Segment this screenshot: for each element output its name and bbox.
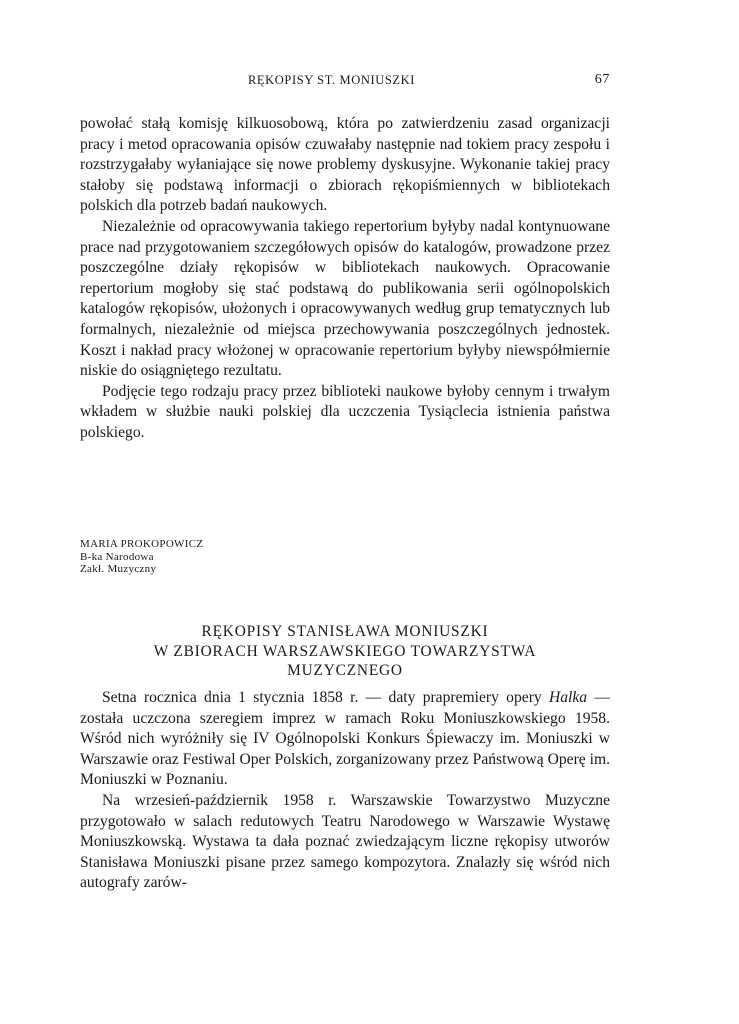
article-2-title-line-1: RĘKOPISY STANISŁAWA MONIUSZKI — [201, 623, 489, 640]
article-2-title-line-3: MUZYCZNEGO — [287, 662, 403, 679]
article-1-text — [80, 114, 610, 444]
article-1-paragraph-2: Niezależnie od opracowywania takiego repertorium byłyby nadal kontynuowane prace nad przygotowaniem szczegółowych opisów do katalogów, prowadzone przez poszczególne działy rękopisów w bibliotekach naukowych. Opracowanie repertorium mogłoby się stać podstawą do publikowania serii ogólnopolskich katalogów rękopisów, ułożonych i opracowywanych według grup tematycznych lub formalnych, niezależnie od miejsca przechowywania poszczególnych jednostek. Koszt i nakład pracy włożonej w opracowanie repertorium byłyby niewspółmiernie niskie do osiągniętego rezultatu. — [80, 217, 610, 380]
author-name: MARIA PROKOPOWICZ — [80, 538, 204, 550]
author-department: Zakł. Muzyczny — [80, 563, 157, 575]
article-1-paragraph-3: Podjęcie tego rodzaju pracy przez biblioteki naukowe byłoby cennym i trwałym wkładem w służbie nauki polskiej dla uczczenia Tysiąclecia istnienia państwa polskiego. — [80, 382, 610, 441]
article-1-paragraph-1: powołać stałą komisję kilkuosobową, która po zatwierdzeniu zasad organizacji pracy i metod opracowania opisów czuwałaby następnie nad tokiem pracy zespołu i rozstrzygałaby wyłaniające się nowe problemy dyskusyjne. Wykonanie takiej pracy stałoby się podstawą informacji o zbiorach rękopiśmiennych w bibliotekach polskich dla potrzeb badań naukowych. — [80, 115, 610, 215]
article-2-title — [80, 622, 610, 681]
page-number: 67 — [594, 72, 610, 87]
article-2-title-line-2: W ZBIORACH WARSZAWSKIEGO TOWARZYSTWA — [153, 642, 537, 660]
article-2-paragraph-1 — [80, 688, 610, 791]
article-2-paragraph-2: Na wrzesień-październik 1958 r. Warszawskie Towarzystwo Muzyczne przygotowało w salach redutowych Teatru Narodowego w Warszawie Wystawę Moniuszkowską. Wystawa ta dała poznać zwiedzającym liczne rękopisy utworów Stanisława Moniuszki pisane przez samego kompozytora. Znalazły się wśród nich autografy zarów- — [80, 791, 610, 892]
article-2-text — [80, 688, 610, 894]
article-2-paragraph-1-start: Setna rocznica dnia 1 stycznia 1858 r. — daty prapremiery opery — [102, 689, 542, 706]
running-title: RĘKOPISY ST. MONIUSZKI — [248, 73, 416, 87]
article-2-paragraph-1-rest: — została uczczona szeregiem imprez w ramach Roku Moniuszkowskiego 1958. Wśród nich wyróżniły się IV Ogólnopolski Konkurs Śpiewaczy im. Moniuszki w Warszawie oraz Festiwal Oper Polskich, zorganizowany przez Państwową Operę im. Moniuszki w Poznaniu. — [80, 689, 610, 789]
opera-title-halka: Halka — [548, 689, 588, 706]
running-header — [80, 73, 610, 91]
author-signature — [80, 538, 203, 576]
author-institution: B-ka Narodowa — [80, 550, 154, 563]
